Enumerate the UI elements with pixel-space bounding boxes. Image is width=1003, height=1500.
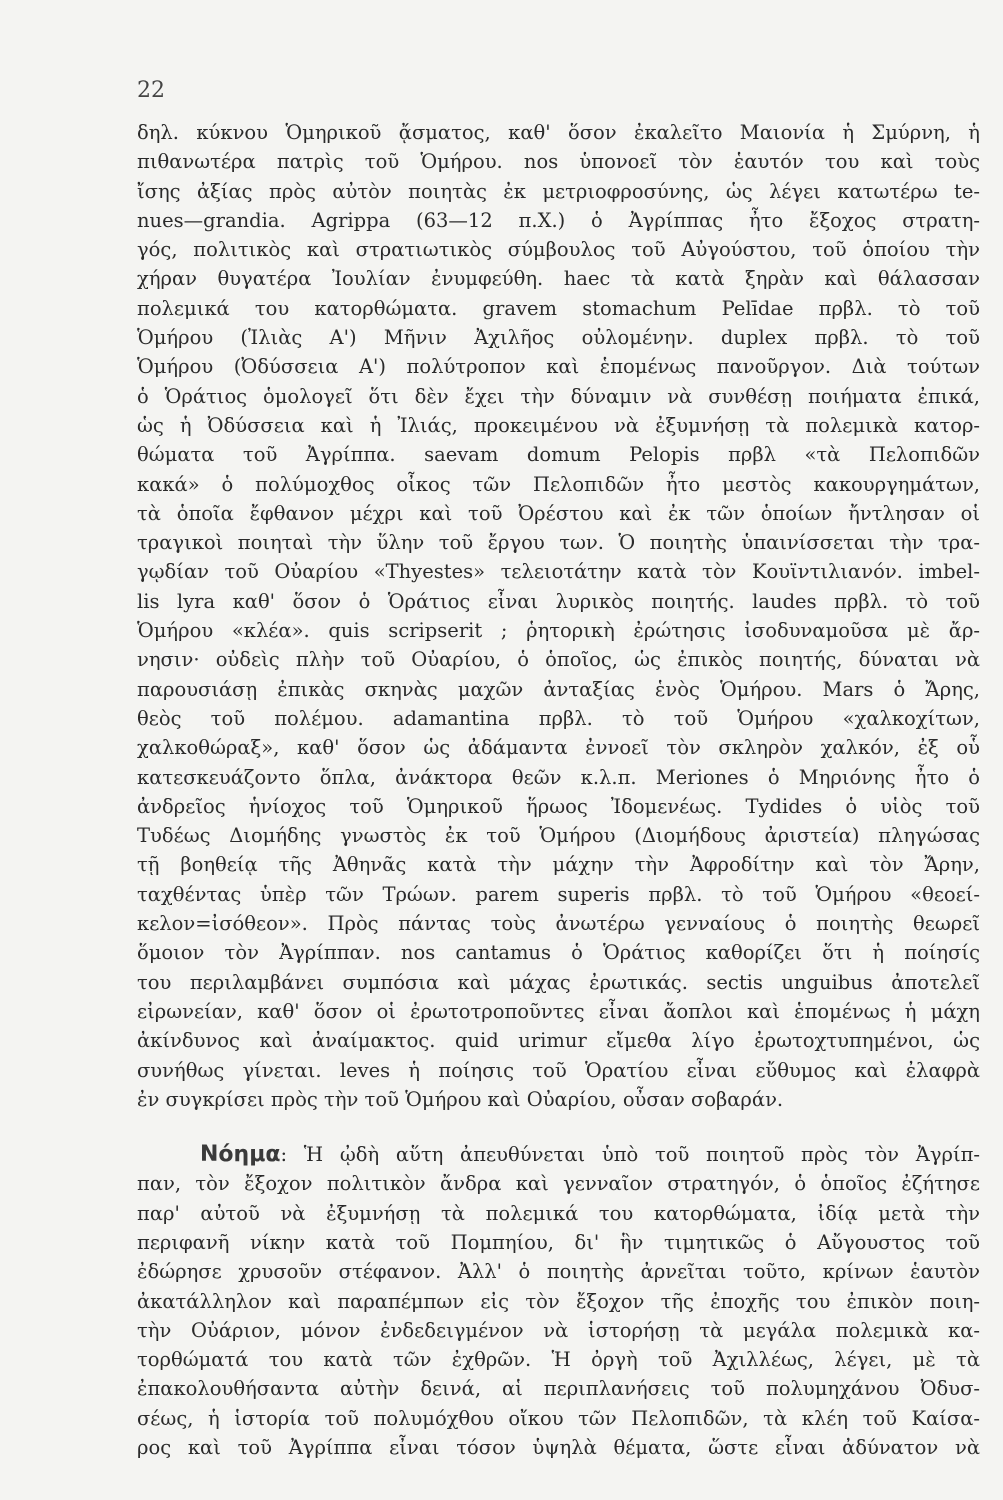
text-line: Ὁμήρου (Ἰλιὰς Α') Μῆνιν Ἀχιλῆος οὐλομένην. duplex πρβλ. τὸ τοῦ	[137, 326, 980, 350]
commentary-text	[137, 118, 980, 1462]
text-line: ἀνδρεῖος ἡνίοχος τοῦ Ὁμηρικοῦ ἥρωος Ἰδομενέως. Tydides ὁ υἱὸς τοῦ	[137, 794, 980, 818]
text-line: σέως, ἡ ἱστορία τοῦ πολυμόχθου οἴκου τῶν Πελοπιδῶν, τὰ κλέη τοῦ Καίσα-	[137, 1406, 980, 1430]
text-line: δηλ. κύκνου Ὁμηρικοῦ ᾄσματος, καθ' ὅσον ἐκαλεῖτο Μαιονία ἡ Σμύρνη, ἡ	[137, 121, 980, 144]
text-line: γός, πολιτικὸς καὶ στρατιωτικὸς σύμβουλος τοῦ Αὐγούστου, τοῦ ὁποίου τὴν	[137, 238, 980, 262]
text-line: θεὸς τοῦ πολέμου. adamantina πρβλ. τὸ τοῦ Ὁμήρου «χαλκοχίτων,	[137, 706, 980, 730]
text-line: Ὁμήρου «κλέα». quis scripserit ; ῥητορικὴ ἐρώτησις ἰσοδυναμοῦσα μὲ ἄρ-	[137, 619, 980, 643]
text-line: τορθώματά του κατὰ τῶν ἐχθρῶν. Ἡ ὀργὴ τοῦ Ἀχιλλέως, λέγει, μὲ τὰ	[137, 1348, 980, 1372]
text-line: Τυδέως Διομήδης γνωστὸς ἐκ τοῦ Ὁμήρου (Διομήδους ἀριστεία) πληγώσας	[137, 824, 980, 848]
text-line: ὁ Ὁράτιος ὁμολογεῖ ὅτι δὲν ἔχει τὴν δύναμιν νὰ συνθέσῃ ποιήματα ἐπικά,	[137, 384, 980, 408]
text-line: παν, τὸν ἔξοχον πολιτικὸν ἄνδρα καὶ γενναῖον στρατηγόν, ὁ ὁποῖος ἐζήτησε	[137, 1172, 980, 1196]
text-line: ὅμοιον τὸν Ἀγρίππαν. nos cantamus ὁ Ὁράτιος καθορίζει ὅτι ἡ ποίησίς	[137, 941, 980, 965]
noima-label: Νόημα	[200, 1142, 281, 1168]
text-line: ἐδώρησε χρυσοῦν στέφανον. Ἀλλ' ὁ ποιητὴς ἀρνεῖται τοῦτο, κρίνων ἑαυτὸν	[137, 1260, 980, 1284]
text-line: Ὁμήρου (Ὀδύσσεια Α') πολύτροπον καὶ ἑπομένως πανοῦργον. Διὰ τούτων	[137, 355, 980, 379]
text-line: νησιν· οὐδεὶς πλὴν τοῦ Οὐαρίου, ὁ ὁποῖος, ὡς ἐπικὸς ποιητής, δύναται νὰ	[137, 648, 980, 672]
text-line: κακά» ὁ πολύμοχθος οἶκος τῶν Πελοπιδῶν ἦτο μεστὸς κακουργημάτων,	[137, 472, 980, 496]
text-line: ταχθέντας ὑπὲρ τῶν Τρώων. parem superis πρβλ. τὸ τοῦ Ὁμήρου «θεοεί-	[137, 882, 980, 906]
noima-first-line-text: : Ἡ ᾠδὴ αὕτη ἀπευθύνεται ὑπὸ τοῦ ποιητοῦ πρὸς τὸν Ἀγρίπ-	[280, 1143, 980, 1167]
text-line: ὡς ἡ Ὀδύσσεια καὶ ἡ Ἰλιάς, προκειμένου νὰ ἐξυμνήσῃ τὰ πολεμικὰ κατορ-	[137, 413, 980, 437]
text-line: nues—grandia. Agrippa (63—12 π.Χ.) ὁ Ἀγρίππας ἦτο ἔξοχος στρατη-	[137, 208, 980, 232]
text-line: ρος καὶ τοῦ Ἀγρίππα εἶναι τόσον ὑψηλὰ θέματα, ὥστε εἶναι ἀδύνατον νὰ	[137, 1436, 980, 1460]
text-line: χαλκοθώραξ», καθ' ὅσον ὡς ἀδάμαντα ἐννοεῖ τὸν σκληρὸν χαλκόν, ἐξ οὗ	[137, 736, 980, 760]
text-line: τῇ βοηθείᾳ τῆς Ἀθηνᾶς κατὰ τὴν μάχην τὴν Ἀφροδίτην καὶ τὸν Ἄρην,	[137, 853, 980, 877]
text-line: χήραν θυγατέρα Ἰουλίαν ἐνυμφεύθη. haec τὰ κατὰ ξηρὰν καὶ θάλασσαν	[137, 267, 980, 291]
text-line: πιθανωτέρα πατρὶς τοῦ Ὁμήρου. nos ὑπονοεῖ τὸν ἑαυτόν του καὶ τοὺς	[137, 150, 980, 174]
text-line: εἰρωνείαν, καθ' ὅσον οἱ ἐρωτοτροποῦντες εἶναι ἄοπλοι καὶ ἑπομένως ἡ μάχη	[137, 999, 980, 1023]
page-number: 22	[137, 78, 165, 103]
text-line: πολεμικά του κατορθώματα. gravem stomachum Pelīdae πρβλ. τὸ τοῦ	[137, 296, 980, 320]
text-line: κελον=ἰσόθεον». Πρὸς πάντας τοὺς ἀνωτέρω γενναίους ὁ ποιητὴς θεωρεῖ	[137, 912, 980, 936]
text-line: ἐπακολουθήσαντα αὐτὴν δεινά, αἱ περιπλανήσεις τοῦ πολυμηχάνου Ὀδυσ-	[137, 1377, 980, 1401]
commentary-paragraph	[137, 118, 980, 1114]
text-line: ἀκατάλληλον καὶ παραπέμπων εἰς τὸν ἔξοχον τῆς ἐποχῆς του ἐπικὸν ποιη-	[137, 1289, 980, 1313]
text-line: κατεσκευάζοντο ὅπλα, ἀνάκτορα θεῶν κ.λ.π. Meriones ὁ Μηριόνης ἦτο ὁ	[137, 765, 980, 789]
text-line: lis lyra καθ' ὅσον ὁ Ὁράτιος εἶναι λυρικὸς ποιητής. laudes πρβλ. τὸ τοῦ	[137, 589, 980, 613]
text-line: παρ' αὐτοῦ νὰ ἐξυμνήσῃ τὰ πολεμικά του κατορθώματα, ἰδίᾳ μετὰ τὴν	[137, 1201, 980, 1225]
text-line: συνήθως γίνεται. leves ἡ ποίησις τοῦ Ὁρατίου εἶναι εὔθυμος καὶ ἐλαφρὰ	[137, 1058, 980, 1082]
text-line: παρουσιάσῃ ἐπικὰς σκηνὰς μαχῶν ἀνταξίας ἑνὸς Ὁμήρου. Mars ὁ Ἄρης,	[137, 677, 980, 701]
paragraph-gap	[137, 1114, 980, 1140]
text-line: ἴσης ἀξίας πρὸς αὐτὸν ποιητὰς ἐκ μετριοφροσύνης, ὡς λέγει κατωτέρω te-	[137, 179, 980, 203]
noima-first-line	[137, 1140, 980, 1169]
text-line: τὴν Οὐάριον, μόνον ἐνδεδειγμένον νὰ ἱστορήσῃ τὰ μεγάλα πολεμικὰ κα-	[137, 1318, 980, 1342]
text-line: του περιλαμβάνει συμπόσια καὶ μάχας ἐρωτικάς. sectis unguibus ἀποτελεῖ	[137, 970, 980, 994]
text-line: ἐν συγκρίσει πρὸς τὴν τοῦ Ὁμήρου καὶ Οὐαρίου, οὖσαν σοβαράν.	[137, 1087, 784, 1111]
noima-paragraph	[137, 1140, 980, 1462]
text-line: γῳδίαν τοῦ Οὐαρίου «Thyestes» τελειοτάτην κατὰ τὸν Κουϊντιλιανόν. imbel-	[137, 560, 980, 584]
text-line: τραγικοὶ ποιηταὶ τὴν ὕλην τοῦ ἔργου των. Ὁ ποιητὴς ὑπαινίσσεται τὴν τρα-	[137, 531, 980, 555]
text-line: περιφανῆ νίκην κατὰ τοῦ Πομπηίου, δι' ἣν τιμητικῶς ὁ Αὔγουστος τοῦ	[137, 1230, 980, 1254]
text-line: θώματα τοῦ Ἀγρίππα. saevam domum Pelopis πρβλ «τὰ Πελοπιδῶν	[137, 443, 980, 467]
text-line: τὰ ὁποῖα ἔφθανον μέχρι καὶ τοῦ Ὀρέστου καὶ ἐκ τῶν ὁποίων ἤντλησαν οἱ	[137, 501, 980, 525]
text-line: ἀκίνδυνος καὶ ἀναίμακτος. quid urimur εἴμεθα λίγο ἐρωτοχτυπημένοι, ὡς	[137, 1029, 980, 1053]
